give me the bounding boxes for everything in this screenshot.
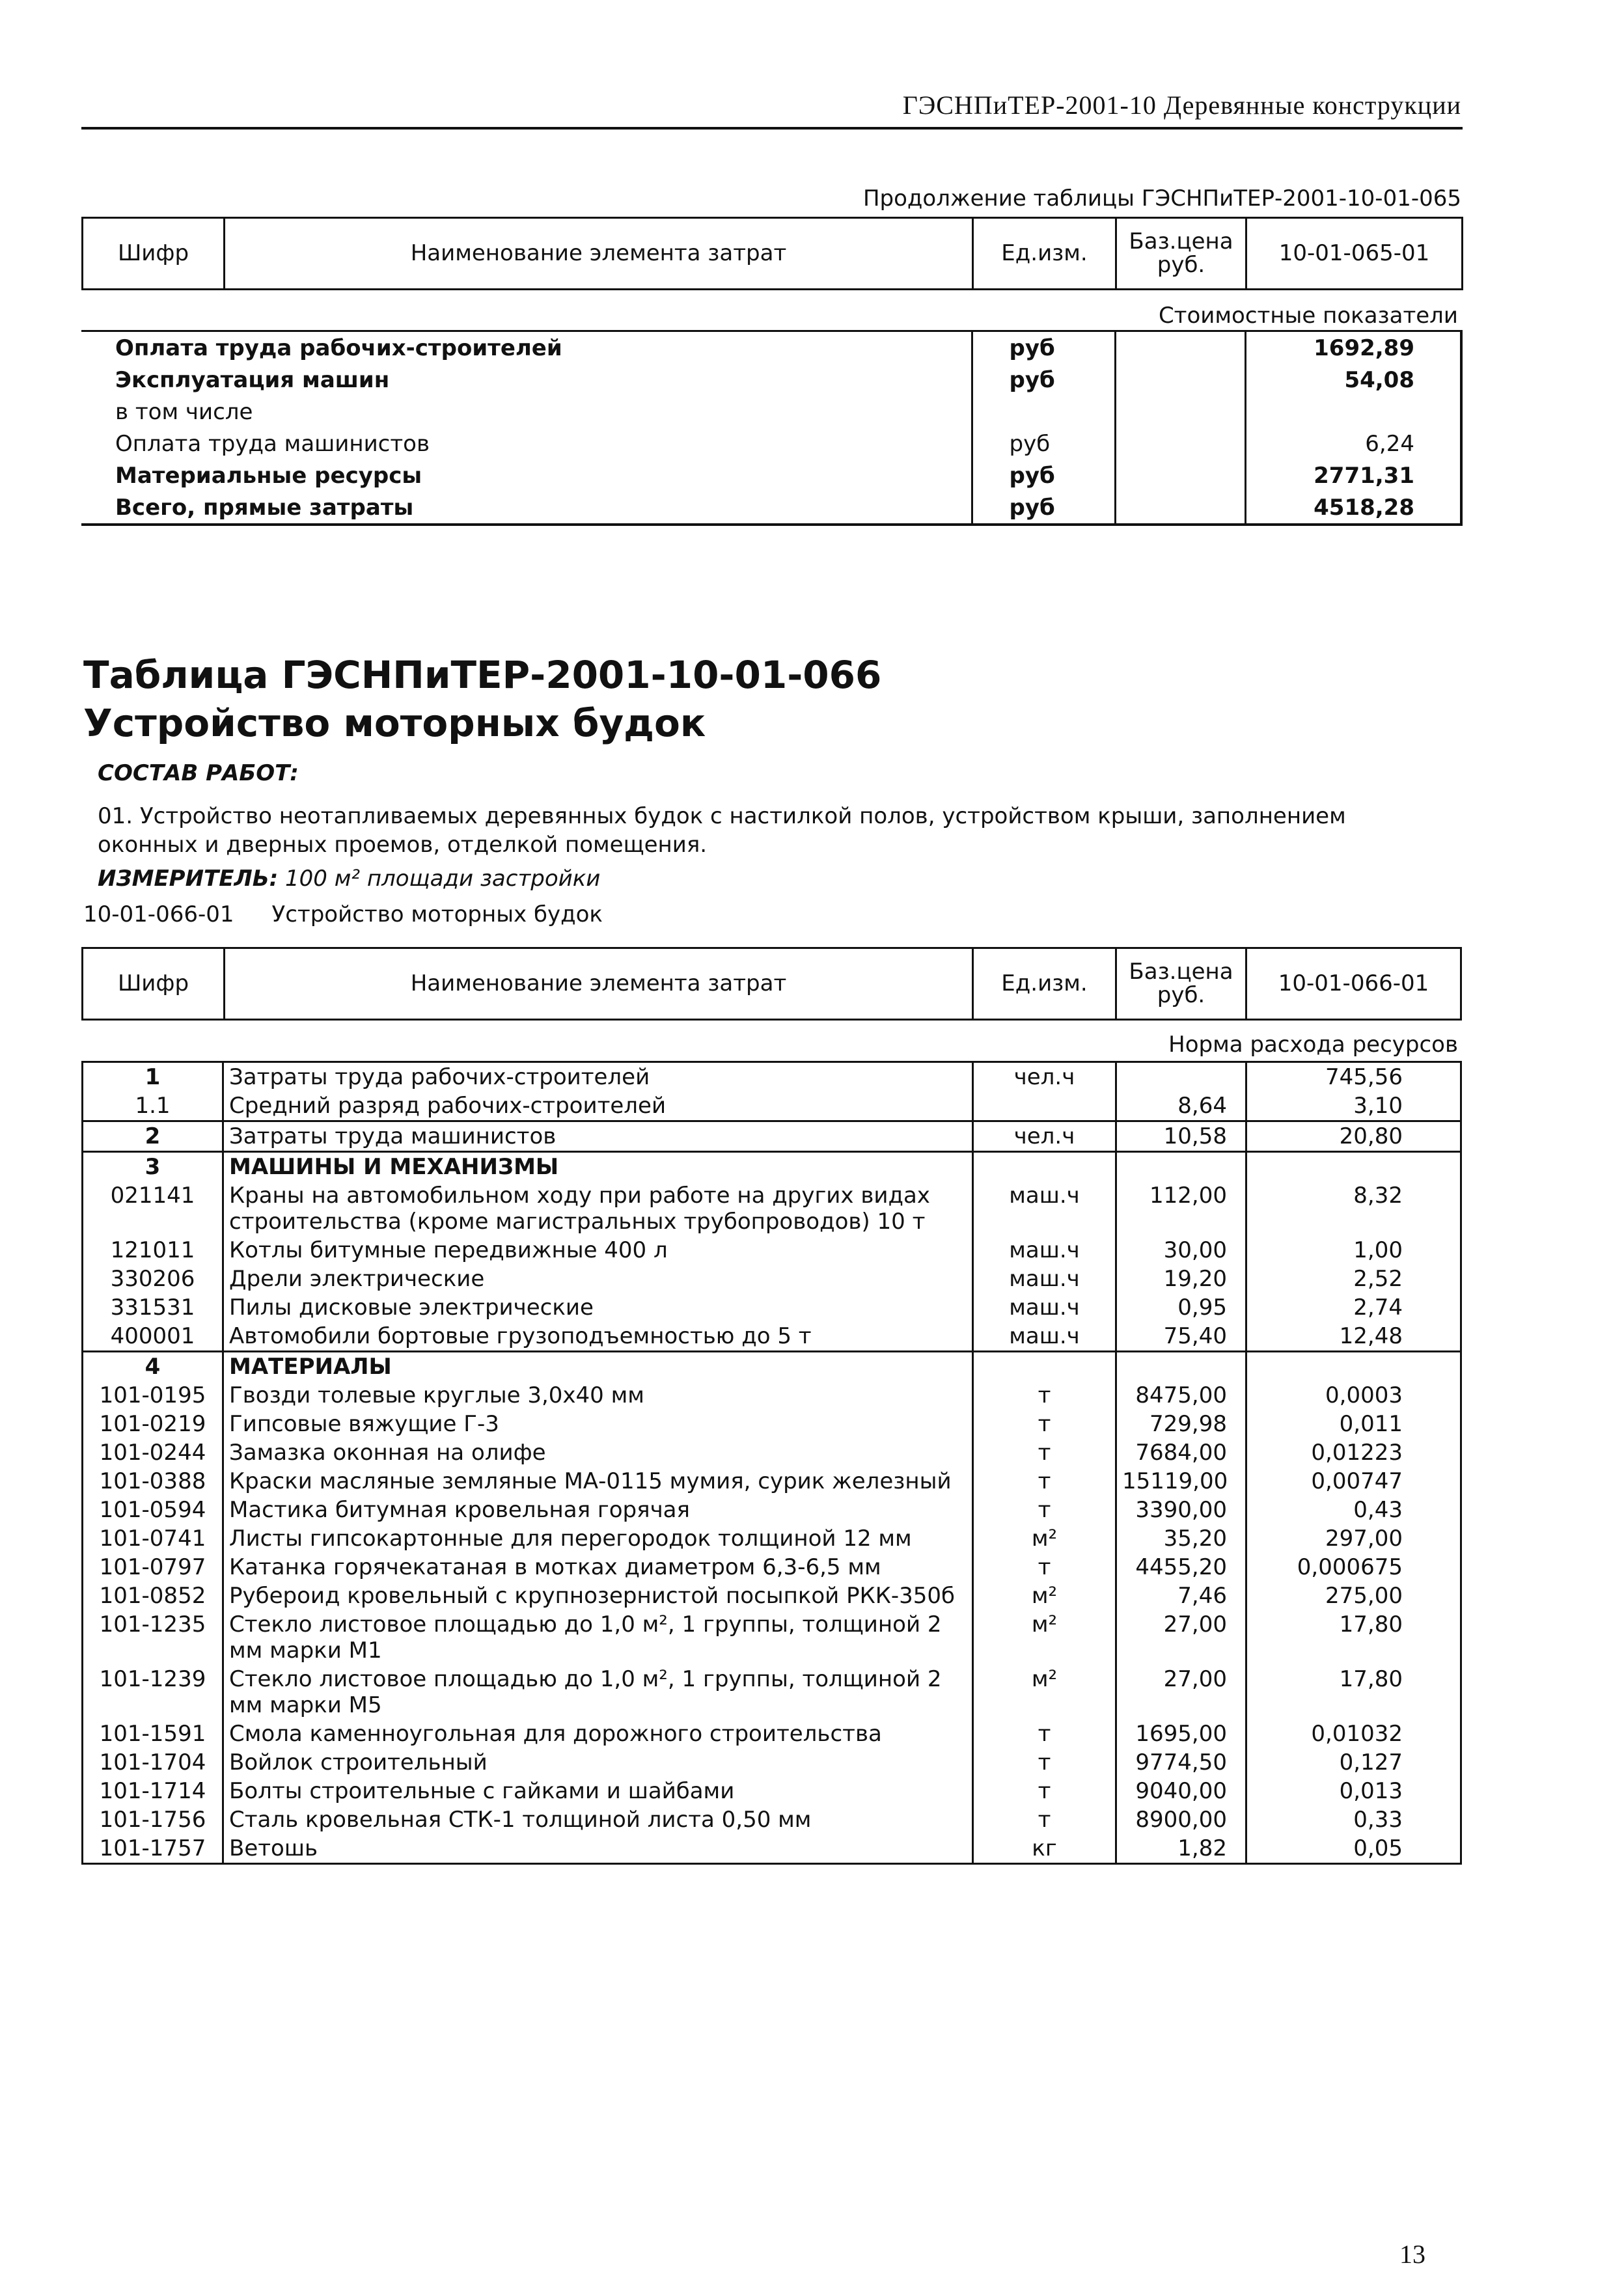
resource-unit: т bbox=[973, 1410, 1116, 1438]
resource-name: Затраты труда машинистов bbox=[223, 1121, 973, 1152]
resource-unit: кг bbox=[973, 1834, 1116, 1864]
resource-name: Средний разряд рабочих-строителей bbox=[223, 1091, 973, 1121]
resource-unit: т bbox=[973, 1777, 1116, 1805]
resource-row bbox=[83, 1467, 1461, 1496]
resource-row bbox=[83, 1152, 1461, 1182]
cost-name: в том числе bbox=[115, 398, 253, 425]
resource-price: 4455,20 bbox=[1116, 1553, 1246, 1582]
resource-table-header bbox=[81, 947, 1462, 1021]
resource-price: 27,00 bbox=[1116, 1665, 1246, 1720]
resource-name: Листы гипсокартонные для перегородок толщиной 12 мм bbox=[223, 1524, 973, 1553]
cost-subheader: Стоимостные показатели bbox=[1158, 303, 1458, 329]
resource-price: 8900,00 bbox=[1116, 1805, 1246, 1834]
resource-unit: т bbox=[973, 1381, 1116, 1410]
resource-row bbox=[83, 1293, 1461, 1322]
resource-unit: т bbox=[973, 1496, 1116, 1524]
resource-price bbox=[1116, 1062, 1246, 1092]
resource-price: 1,82 bbox=[1116, 1834, 1246, 1864]
resource-name: Стекло листовое площадью до 1,0 м², 1 группы, толщиной 2 мм марки М1 bbox=[223, 1610, 973, 1665]
resource-row bbox=[83, 1062, 1461, 1092]
resource-name: Катанка горячекатаная в мотках диаметром 6,3-6,5 мм bbox=[223, 1553, 973, 1582]
resource-code: 101-1235 bbox=[83, 1610, 223, 1665]
resource-unit: т bbox=[973, 1805, 1116, 1834]
resource-row bbox=[83, 1236, 1461, 1265]
resource-quantity: 0,01032 bbox=[1246, 1720, 1461, 1748]
resource-row bbox=[83, 1496, 1461, 1524]
resource-code: 101-0195 bbox=[83, 1381, 223, 1410]
resource-row bbox=[83, 1665, 1461, 1720]
resource-unit: маш.ч bbox=[973, 1322, 1116, 1352]
resource-name: Затраты труда рабочих-строителей bbox=[223, 1062, 973, 1092]
resource-quantity: 17,80 bbox=[1246, 1665, 1461, 1720]
meter-value: 100 м² площади застройки bbox=[278, 866, 601, 892]
resource-quantity: 2,74 bbox=[1246, 1293, 1461, 1322]
cost-unit: руб bbox=[972, 428, 1115, 459]
resource-code: 101-1714 bbox=[83, 1777, 223, 1805]
resource-row bbox=[83, 1553, 1461, 1582]
resource-quantity: 275,00 bbox=[1246, 1582, 1461, 1610]
resource-code: 101-0594 bbox=[83, 1496, 223, 1524]
table-title-code: Таблица ГЭСНПиТЕР-2001-10-01-066 bbox=[83, 653, 882, 697]
resource-unit: м² bbox=[973, 1524, 1116, 1553]
resource-code: 1 bbox=[83, 1062, 223, 1092]
resource-unit: чел.ч bbox=[973, 1062, 1116, 1092]
header-rule bbox=[81, 127, 1463, 130]
resource-row bbox=[83, 1582, 1461, 1610]
resource-code: 101-1239 bbox=[83, 1665, 223, 1720]
resource-price: 35,20 bbox=[1116, 1524, 1246, 1553]
meter-label: ИЗМЕРИТЕЛЬ: bbox=[98, 866, 279, 892]
resource-unit: т bbox=[973, 1553, 1116, 1582]
resource-quantity: 17,80 bbox=[1246, 1610, 1461, 1665]
header-column-code: 10-01-065-01 bbox=[1246, 218, 1463, 290]
resource-quantity: 0,00747 bbox=[1246, 1467, 1461, 1496]
cost-value: 54,08 bbox=[1245, 364, 1461, 396]
resource-name: Краски масляные земляные МА-0115 мумия, сурик железный bbox=[223, 1467, 973, 1496]
cost-price bbox=[1115, 459, 1245, 491]
cost-name: Оплата труда машинистов bbox=[115, 430, 430, 457]
cost-table-header bbox=[81, 217, 1463, 290]
works-label: СОСТАВ РАБОТ: bbox=[98, 760, 299, 786]
resource-code: 101-0852 bbox=[83, 1582, 223, 1610]
resource-quantity bbox=[1246, 1352, 1461, 1382]
cost-value bbox=[1245, 396, 1461, 428]
resource-code: 101-1757 bbox=[83, 1834, 223, 1864]
resource-row bbox=[83, 1777, 1461, 1805]
resource-name: МАШИНЫ И МЕХАНИЗМЫ bbox=[223, 1152, 973, 1182]
cost-name: Материальные ресурсы bbox=[115, 462, 422, 489]
running-head: ГЭСНПиТЕР-2001-10 Деревянные конструкции bbox=[902, 90, 1461, 120]
resource-row bbox=[83, 1834, 1461, 1864]
resource-row bbox=[83, 1352, 1461, 1382]
resource-code: 101-0388 bbox=[83, 1467, 223, 1496]
resource-row bbox=[83, 1322, 1461, 1352]
resource-name: Замазка оконная на олифе bbox=[223, 1438, 973, 1467]
resource-quantity: 0,011 bbox=[1246, 1410, 1461, 1438]
table-title-name: Устройство моторных будок bbox=[83, 701, 706, 745]
resource-unit: маш.ч bbox=[973, 1293, 1116, 1322]
cost-value: 2771,31 bbox=[1245, 459, 1461, 491]
resource-row bbox=[83, 1091, 1461, 1121]
resource-price: 27,00 bbox=[1116, 1610, 1246, 1665]
cost-price bbox=[1115, 331, 1245, 364]
resource-unit: м² bbox=[973, 1582, 1116, 1610]
resource-code: 1.1 bbox=[83, 1091, 223, 1121]
resource-row bbox=[83, 1410, 1461, 1438]
resource-code: 331531 bbox=[83, 1293, 223, 1322]
code-line-code: 10-01-066-01 bbox=[83, 901, 234, 927]
resource-code: 101-0219 bbox=[83, 1410, 223, 1438]
resource-quantity: 0,127 bbox=[1246, 1748, 1461, 1777]
resource-row bbox=[83, 1610, 1461, 1665]
resource-price: 9774,50 bbox=[1116, 1748, 1246, 1777]
resource-code: 101-1704 bbox=[83, 1748, 223, 1777]
resource-price: 7,46 bbox=[1116, 1582, 1246, 1610]
resource-row bbox=[83, 1265, 1461, 1293]
cost-price bbox=[1115, 428, 1245, 459]
header-unit: Ед.изм. bbox=[973, 218, 1116, 290]
resource-name: Краны на автомобильном ходу при работе на других видах строительства (кроме магистральных трубопроводов) 10 т bbox=[223, 1181, 973, 1236]
resource-name: Гипсовые вяжущие Г-3 bbox=[223, 1410, 973, 1438]
resource-code: 101-1756 bbox=[83, 1805, 223, 1834]
resource-name: Мастика битумная кровельная горячая bbox=[223, 1496, 973, 1524]
resource-code: 4 bbox=[83, 1352, 223, 1382]
resource-unit bbox=[973, 1152, 1116, 1182]
cost-row bbox=[81, 428, 1461, 459]
resource-quantity: 297,00 bbox=[1246, 1524, 1461, 1553]
header-code: Шифр bbox=[83, 218, 225, 290]
meter bbox=[98, 866, 600, 892]
resource-unit: маш.ч bbox=[973, 1265, 1116, 1293]
resource-name: Сталь кровельная СТК-1 толщиной листа 0,50 мм bbox=[223, 1805, 973, 1834]
cost-name: Эксплуатация машин bbox=[115, 366, 390, 393]
resource-price: 8475,00 bbox=[1116, 1381, 1246, 1410]
resource-code: 3 bbox=[83, 1152, 223, 1182]
resource-quantity: 0,43 bbox=[1246, 1496, 1461, 1524]
resource-name: Автомобили бортовые грузоподъемностью до 5 т bbox=[223, 1322, 973, 1352]
resource-price: 3390,00 bbox=[1116, 1496, 1246, 1524]
resource-name: Болты строительные с гайками и шайбами bbox=[223, 1777, 973, 1805]
resource-name: Пилы дисковые электрические bbox=[223, 1293, 973, 1322]
header-price: Баз.цена руб. bbox=[1116, 218, 1246, 290]
resource-unit: т bbox=[973, 1467, 1116, 1496]
cost-price bbox=[1115, 491, 1245, 525]
resource-code: 101-0797 bbox=[83, 1553, 223, 1582]
resource-name: МАТЕРИАЛЫ bbox=[223, 1352, 973, 1382]
resource-quantity: 3,10 bbox=[1246, 1091, 1461, 1121]
cost-unit: руб bbox=[972, 364, 1115, 396]
resource-unit: маш.ч bbox=[973, 1181, 1116, 1236]
code-line-name: Устройство моторных будок bbox=[271, 901, 603, 927]
cost-name: Оплата труда рабочих-строителей bbox=[115, 335, 562, 361]
resource-unit: маш.ч bbox=[973, 1236, 1116, 1265]
resource-name: Смола каменноугольная для дорожного строительства bbox=[223, 1720, 973, 1748]
header-name: Наименование элемента затрат bbox=[225, 218, 973, 290]
resource-unit bbox=[973, 1352, 1116, 1382]
cost-row bbox=[81, 331, 1461, 364]
header-column-code: 10-01-066-01 bbox=[1246, 948, 1461, 1020]
resource-price: 112,00 bbox=[1116, 1181, 1246, 1236]
resource-quantity: 8,32 bbox=[1246, 1181, 1461, 1236]
page-number: 13 bbox=[1399, 2240, 1425, 2269]
resource-code: 121011 bbox=[83, 1236, 223, 1265]
resource-code: 101-1591 bbox=[83, 1720, 223, 1748]
resource-price: 9040,00 bbox=[1116, 1777, 1246, 1805]
table-title bbox=[83, 651, 881, 747]
cost-row bbox=[81, 396, 1461, 428]
resource-unit: т bbox=[973, 1748, 1116, 1777]
resource-quantity: 0,33 bbox=[1246, 1805, 1461, 1834]
resource-name: Дрели электрические bbox=[223, 1265, 973, 1293]
resource-name: Гвозди толевые круглые 3,0х40 мм bbox=[223, 1381, 973, 1410]
resource-code: 330206 bbox=[83, 1265, 223, 1293]
code-line bbox=[83, 901, 603, 927]
cost-table bbox=[81, 330, 1463, 526]
resource-quantity: 20,80 bbox=[1246, 1121, 1461, 1152]
cost-unit: руб bbox=[972, 459, 1115, 491]
resource-quantity: 0,05 bbox=[1246, 1834, 1461, 1864]
cost-unit: руб bbox=[972, 491, 1115, 525]
resource-quantity: 745,56 bbox=[1246, 1062, 1461, 1092]
cost-price bbox=[1115, 364, 1245, 396]
resource-row bbox=[83, 1720, 1461, 1748]
resource-quantity: 0,000675 bbox=[1246, 1553, 1461, 1582]
resource-code: 101-0741 bbox=[83, 1524, 223, 1553]
resource-name: Котлы битумные передвижные 400 л bbox=[223, 1236, 973, 1265]
resource-row bbox=[83, 1524, 1461, 1553]
resource-row bbox=[83, 1381, 1461, 1410]
resource-name: Рубероид кровельный с крупнозернистой посыпкой РКК-350б bbox=[223, 1582, 973, 1610]
resource-price: 10,58 bbox=[1116, 1121, 1246, 1152]
resource-price: 1695,00 bbox=[1116, 1720, 1246, 1748]
resource-name: Стекло листовое площадью до 1,0 м², 1 группы, толщиной 2 мм марки М5 bbox=[223, 1665, 973, 1720]
resource-price: 8,64 bbox=[1116, 1091, 1246, 1121]
resource-code: 2 bbox=[83, 1121, 223, 1152]
cost-row bbox=[81, 364, 1461, 396]
resource-quantity: 0,0003 bbox=[1246, 1381, 1461, 1410]
resource-unit: м² bbox=[973, 1610, 1116, 1665]
resource-code: 101-0244 bbox=[83, 1438, 223, 1467]
resource-unit: т bbox=[973, 1720, 1116, 1748]
cost-value: 1692,89 bbox=[1245, 331, 1461, 364]
header-unit: Ед.изм. bbox=[973, 948, 1116, 1020]
header-code: Шифр bbox=[83, 948, 225, 1020]
resource-row bbox=[83, 1805, 1461, 1834]
header-name: Наименование элемента затрат bbox=[225, 948, 973, 1020]
resource-code: 021141 bbox=[83, 1181, 223, 1236]
resource-unit bbox=[973, 1091, 1116, 1121]
resource-quantity bbox=[1246, 1152, 1461, 1182]
resource-row bbox=[83, 1748, 1461, 1777]
resource-price bbox=[1116, 1352, 1246, 1382]
resource-price: 7684,00 bbox=[1116, 1438, 1246, 1467]
cost-value: 4518,28 bbox=[1245, 491, 1461, 525]
resource-row bbox=[83, 1438, 1461, 1467]
resource-row bbox=[83, 1181, 1461, 1236]
resource-code: 400001 bbox=[83, 1322, 223, 1352]
resource-price: 729,98 bbox=[1116, 1410, 1246, 1438]
resource-name: Войлок строительный bbox=[223, 1748, 973, 1777]
cost-row bbox=[81, 491, 1461, 525]
resource-quantity: 12,48 bbox=[1246, 1322, 1461, 1352]
resource-unit: м² bbox=[973, 1665, 1116, 1720]
resource-unit: чел.ч bbox=[973, 1121, 1116, 1152]
continuation-caption: Продолжение таблицы ГЭСНПиТЕР-2001-10-01-065 bbox=[862, 185, 1461, 212]
resource-quantity: 0,01223 bbox=[1246, 1438, 1461, 1467]
resource-price: 19,20 bbox=[1116, 1265, 1246, 1293]
resource-quantity: 2,52 bbox=[1246, 1265, 1461, 1293]
resource-unit: т bbox=[973, 1438, 1116, 1467]
resource-price: 0,95 bbox=[1116, 1293, 1246, 1322]
cost-price bbox=[1115, 396, 1245, 428]
cost-name: Всего, прямые затраты bbox=[115, 494, 414, 521]
cost-unit bbox=[972, 396, 1115, 428]
resource-price: 15119,00 bbox=[1116, 1467, 1246, 1496]
resource-row bbox=[83, 1121, 1461, 1152]
cost-row bbox=[81, 459, 1461, 491]
header-price: Баз.цена руб. bbox=[1116, 948, 1246, 1020]
resource-subheader: Норма расхода ресурсов bbox=[1168, 1032, 1458, 1058]
resource-quantity: 1,00 bbox=[1246, 1236, 1461, 1265]
resource-price: 30,00 bbox=[1116, 1236, 1246, 1265]
works-text: 01. Устройство неотапливаемых деревянных будок с настилкой полов, устройством крыши, заполнением оконных и дверных проемов, отделкой помещения. bbox=[98, 803, 1346, 858]
resource-table bbox=[81, 1061, 1462, 1865]
cost-value: 6,24 bbox=[1245, 428, 1461, 459]
resource-name: Ветошь bbox=[223, 1834, 973, 1864]
cost-unit: руб bbox=[972, 331, 1115, 364]
resource-quantity: 0,013 bbox=[1246, 1777, 1461, 1805]
resource-price: 75,40 bbox=[1116, 1322, 1246, 1352]
resource-price bbox=[1116, 1152, 1246, 1182]
